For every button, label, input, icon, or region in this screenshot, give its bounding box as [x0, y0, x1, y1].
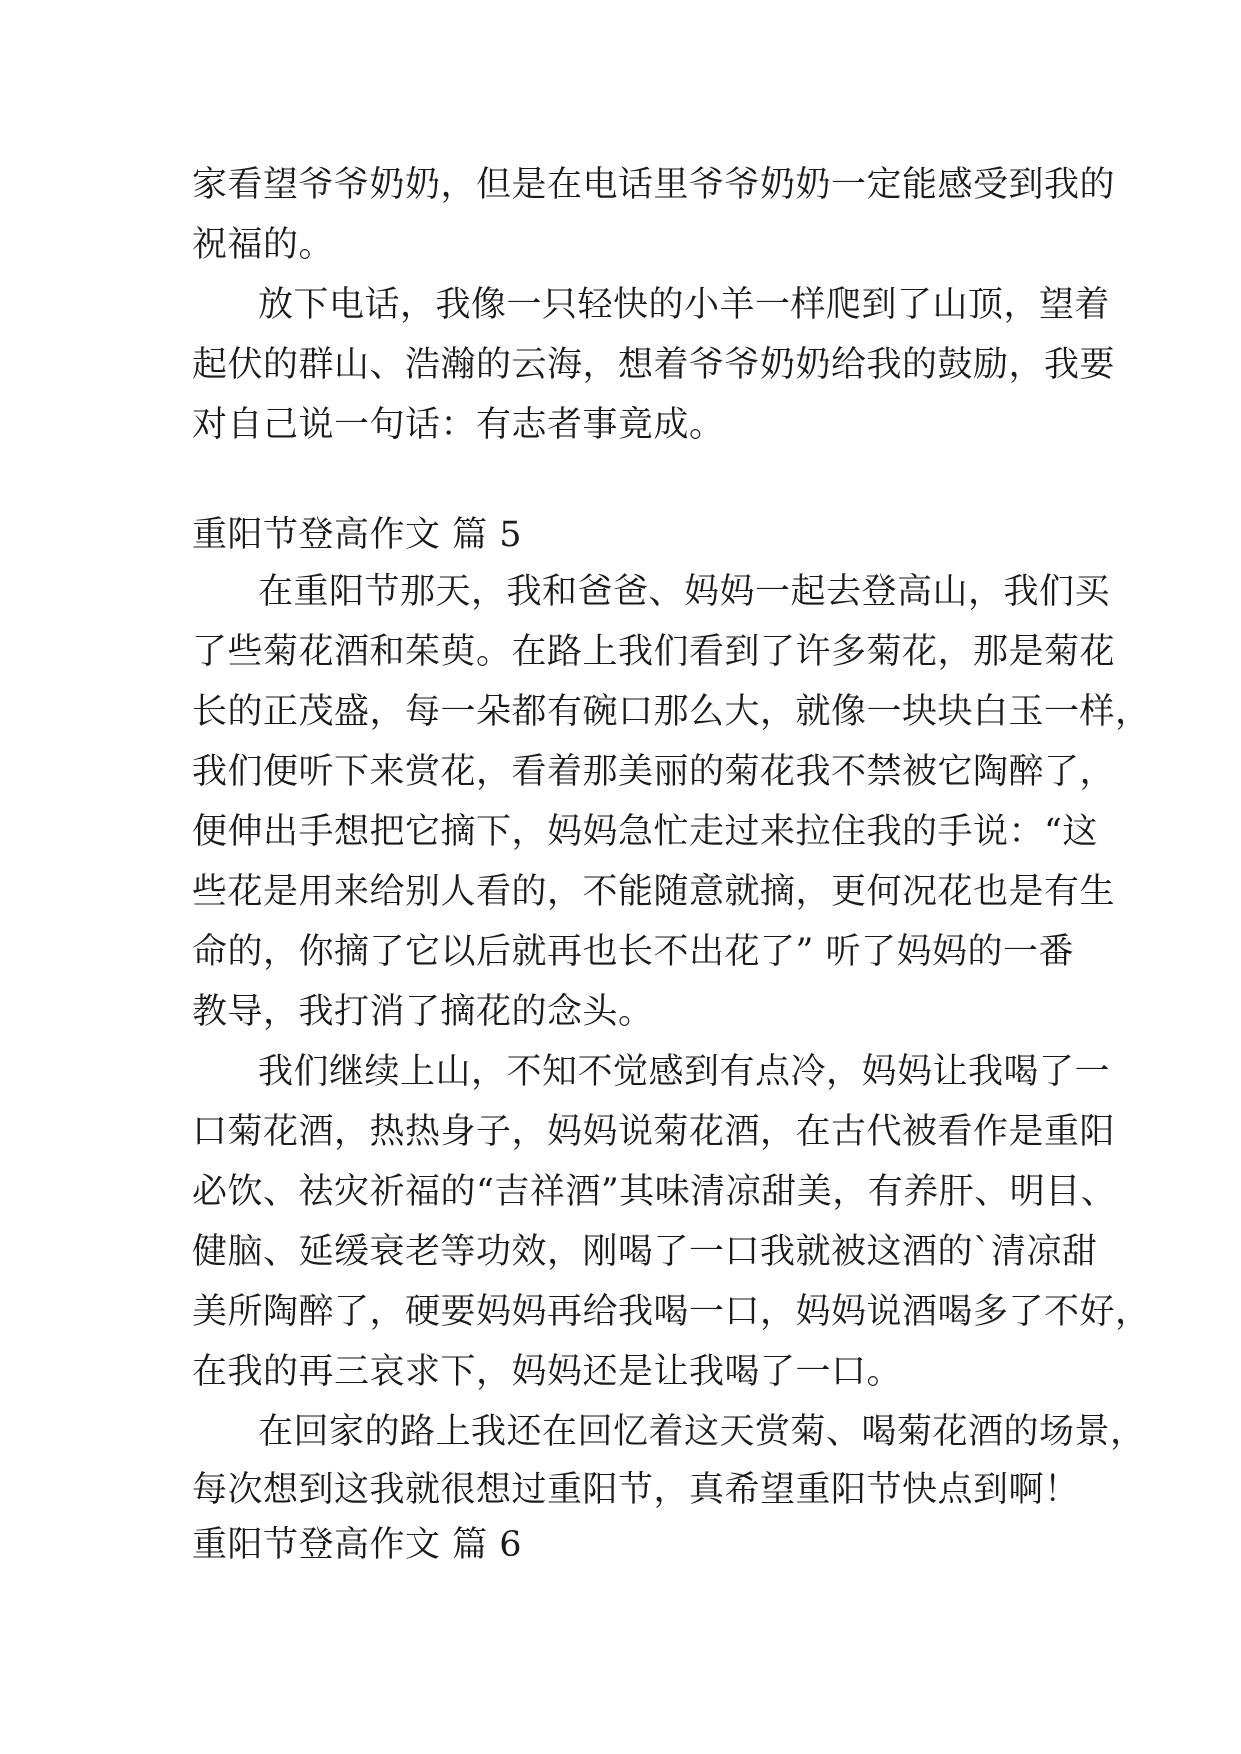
paragraph-first-line: 在重阳节那天，我和爸爸、妈妈一起去登高山，我们买: [258, 572, 1111, 612]
text-line: 每次想到这我就很想过重阳节，真希望重阳节快点到啊！: [192, 1470, 1080, 1510]
text-line: 教导，我打消了摘花的念头。: [192, 992, 654, 1032]
text-line: 在我的再三哀求下，妈妈还是让我喝了一口。: [192, 1352, 903, 1392]
text-line: 命的，你摘了它以后就再也长不出花了” 听了妈妈的一番: [192, 932, 1075, 972]
text-line: 祝福的。: [192, 225, 335, 265]
text-line: 必饮、祛灾祈福的“吉祥酒”其味清凉甜美，有养肝、明目、: [192, 1172, 1117, 1212]
text-line: 我们便听下来赏花，看着那美丽的菊花我不禁被它陶醉了，: [192, 752, 1116, 792]
text-line: 些花是用来给别人看的，不能随意就摘，更何况花也是有生: [192, 872, 1116, 912]
text-line: 起伏的群山、浩瀚的云海，想着爷爷奶奶给我的鼓励，我要: [192, 345, 1116, 385]
paragraph-first-line: 放下电话，我像一只轻快的小羊一样爬到了山顶，望着: [258, 285, 1111, 325]
text-line: 了些菊花酒和茱萸。在路上我们看到了许多菊花，那是菊花: [192, 632, 1116, 672]
text-line: 美所陶醉了，硬要妈妈再给我喝一口，妈妈说酒喝多了不好，: [192, 1292, 1151, 1332]
section-heading: 重阳节登高作文 篇 5: [192, 515, 523, 555]
paragraph-first-line: 在回家的路上我还在回忆着这天赏菊、喝菊花酒的场景，: [258, 1412, 1146, 1452]
text-line: 口菊花酒，热热身子，妈妈说菊花酒，在古代被看作是重阳: [192, 1112, 1116, 1152]
paragraph-first-line: 我们继续上山，不知不觉感到有点冷，妈妈让我喝了一: [258, 1052, 1111, 1092]
text-line: 长的正茂盛，每一朵都有碗口那么大，就像一块块白玉一样，: [192, 692, 1151, 732]
text-line: 家看望爷爷奶奶，但是在电话里爷爷奶奶一定能感受到我的: [192, 165, 1116, 205]
section-heading: 重阳节登高作文 篇 6: [192, 1525, 523, 1565]
text-line: 对自己说一句话：有志者事竟成。: [192, 405, 725, 445]
text-line: 健脑、延缓衰老等功效，刚喝了一口我就被这酒的`清凉甜: [192, 1232, 1098, 1272]
text-line: 便伸出手想把它摘下，妈妈急忙走过来拉住我的手说：“这: [192, 812, 1098, 852]
